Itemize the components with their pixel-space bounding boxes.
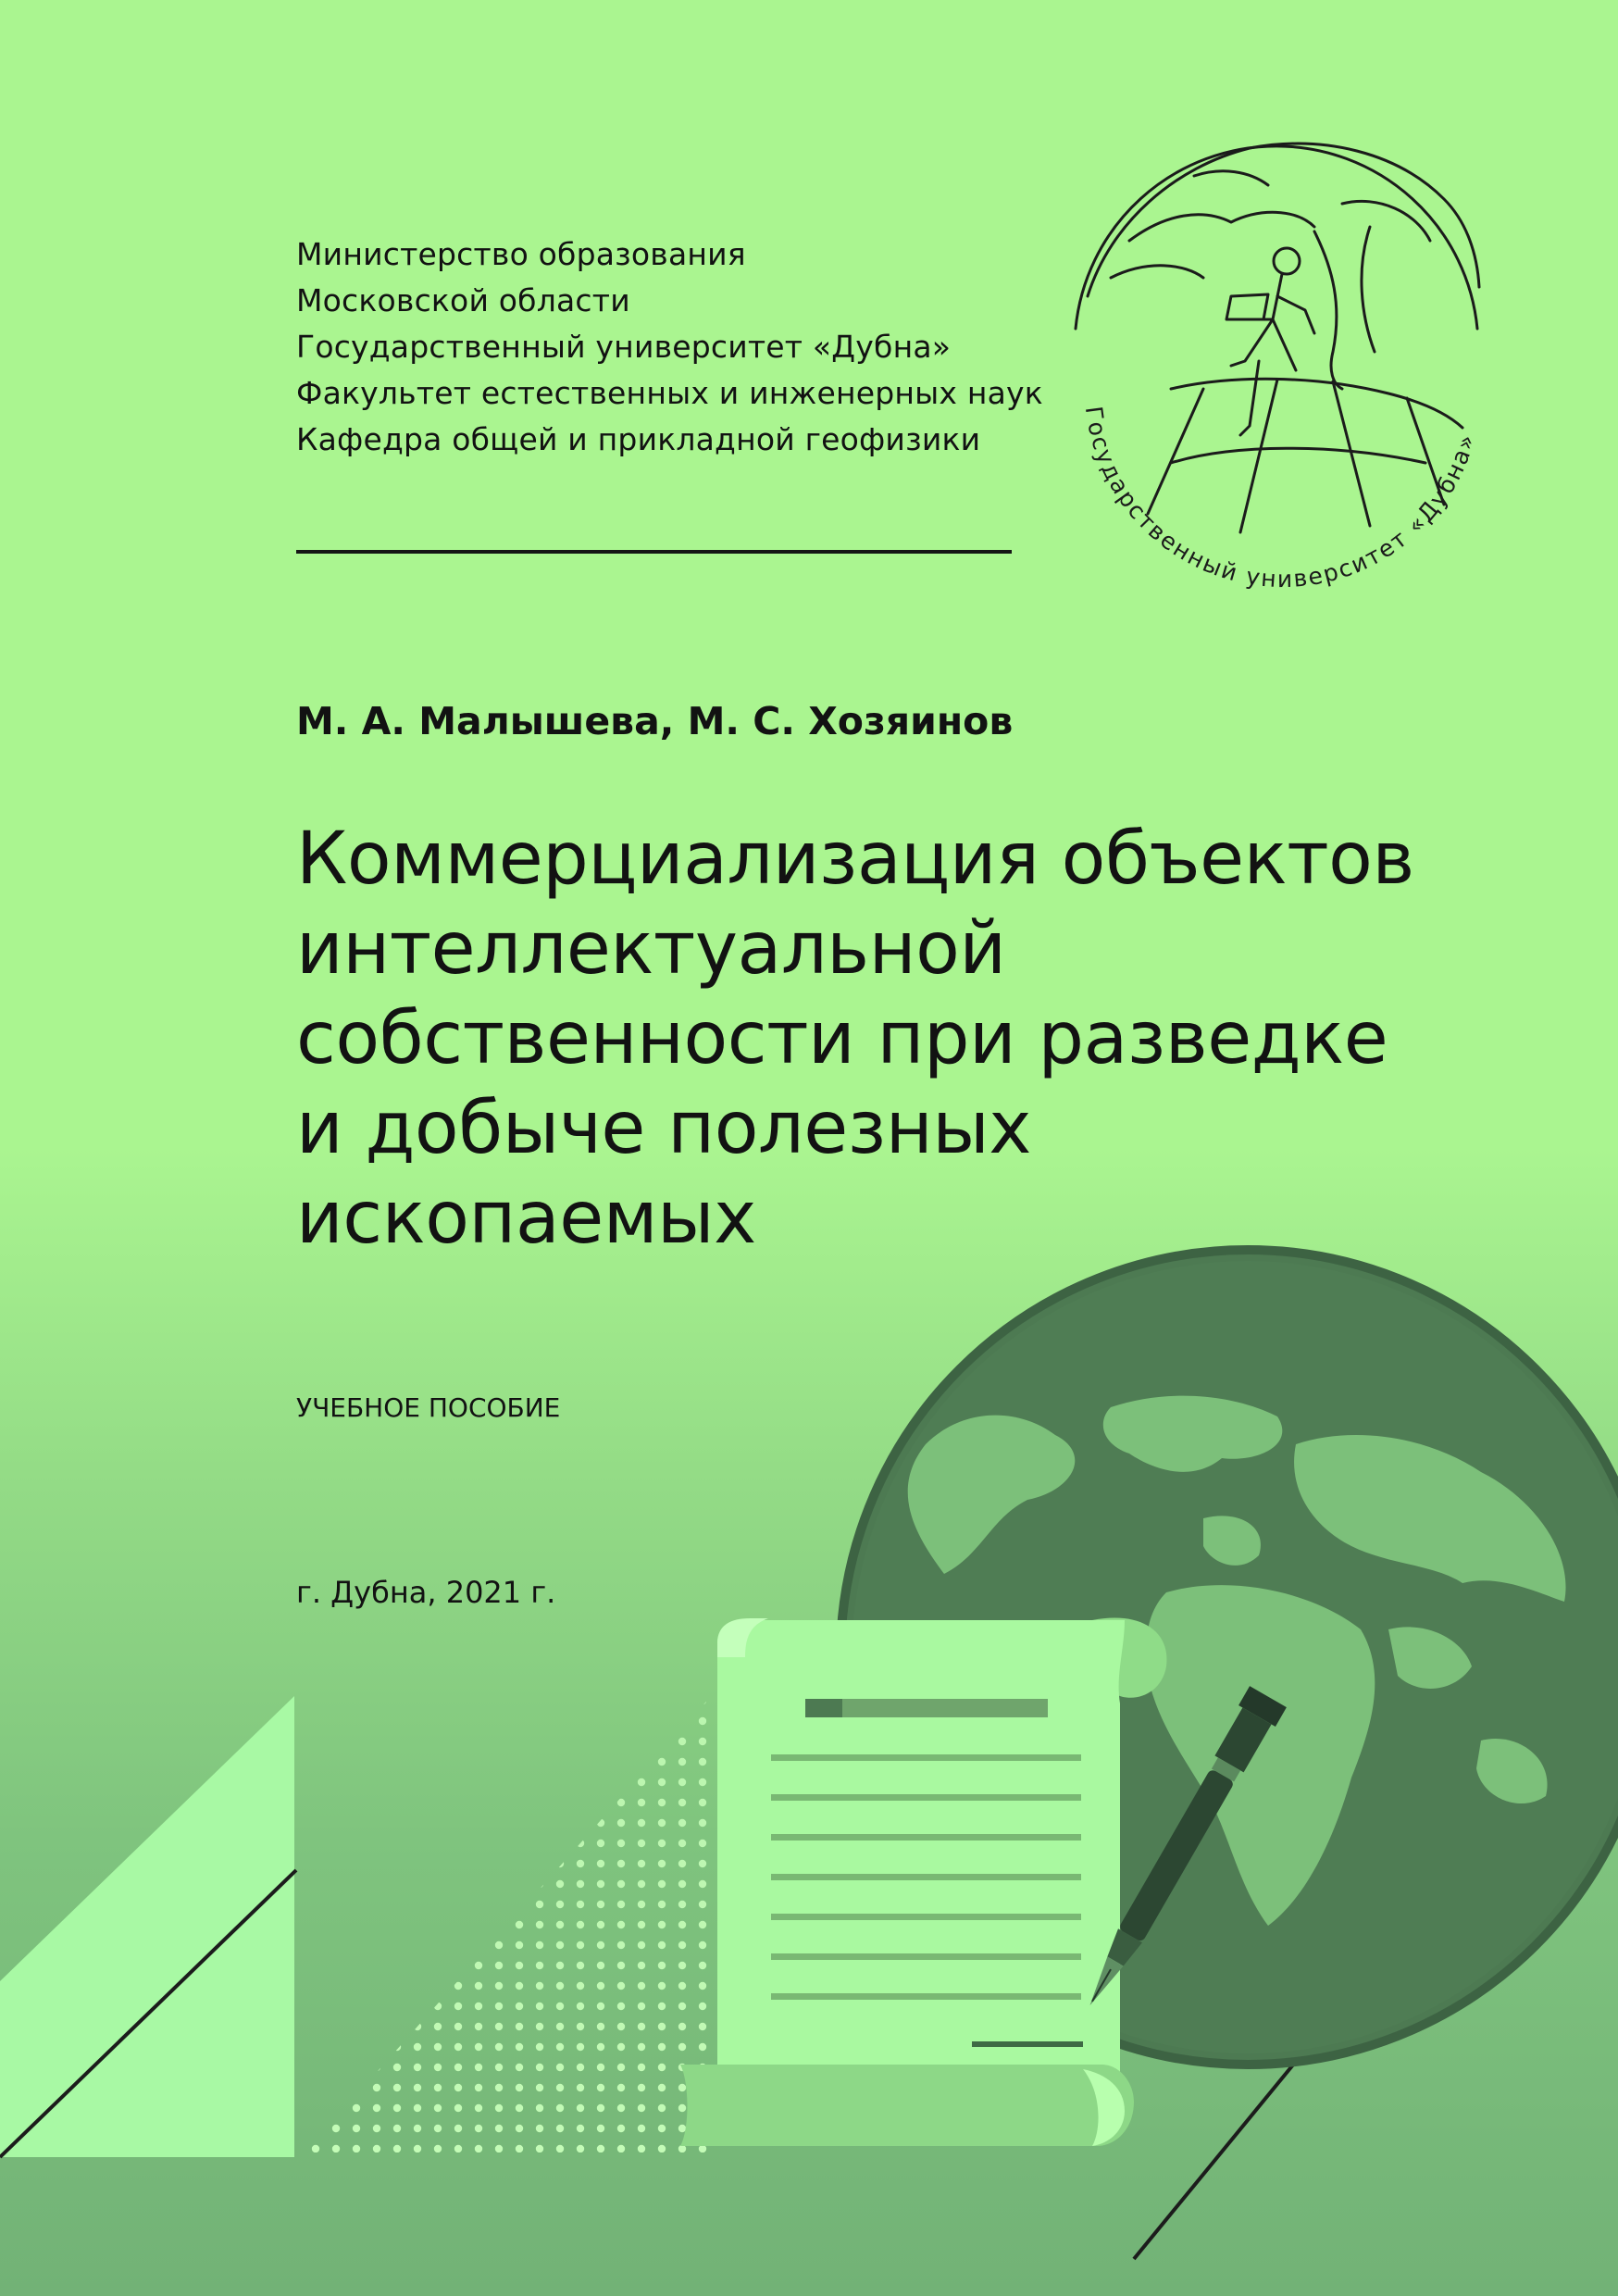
header-line: Московской области (296, 282, 630, 318)
header-line: Факультет естественных и инженерных наук (296, 375, 1043, 411)
emblem-ring-text: Государственный университет «Дубна» (1079, 405, 1481, 593)
header-line: Государственный университет «Дубна» (296, 329, 952, 365)
document-scroll-icon (680, 1617, 1166, 2146)
place-and-year: г. Дубна, 2021 г. (296, 1575, 556, 1610)
title-line: собственности при разведке (296, 997, 1388, 1080)
title-line: и добыче полезных (296, 1087, 1031, 1170)
decor-triangle (0, 1696, 294, 2157)
decor-dot-field (305, 1694, 713, 2152)
title-line: ископаемых (296, 1177, 756, 1260)
header-line: Кафедра общей и прикладной геофизики (296, 421, 981, 457)
header-divider (296, 550, 1012, 554)
title-line: Коммерциализация объектов (296, 817, 1414, 901)
authors: М. А. Малышева, М. С. Хозяинов (296, 699, 1014, 743)
header-line: Министерство образования (296, 236, 746, 272)
title-line: интеллектуальной (296, 907, 1006, 991)
institution-header (296, 231, 1129, 463)
book-title (296, 815, 1500, 1264)
publication-type: УЧЕБНОЕ ПОСОБИЕ (296, 1392, 561, 1423)
